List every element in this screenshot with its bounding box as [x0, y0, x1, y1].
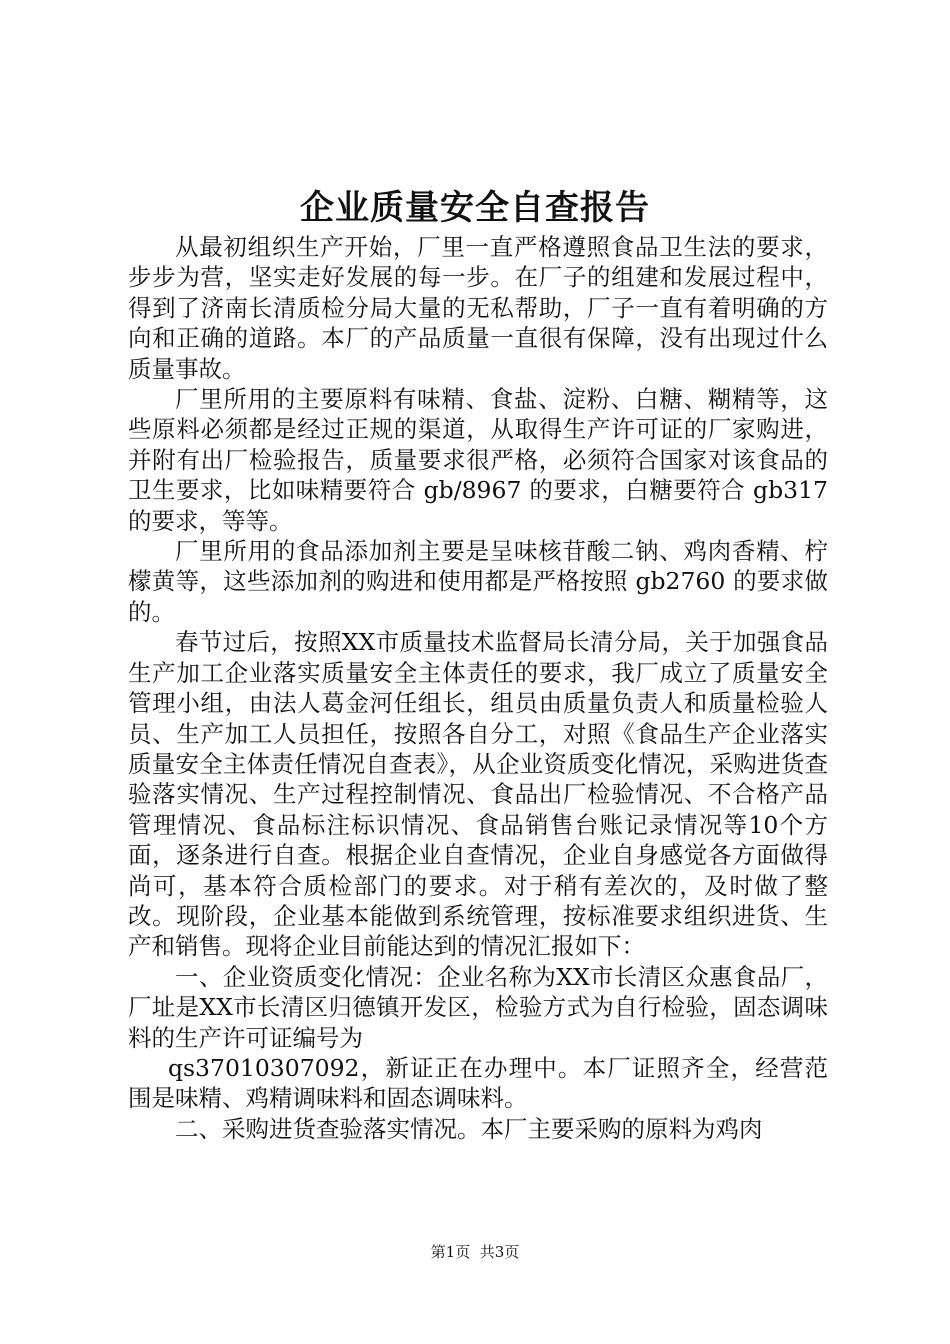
- paragraph-self-inspection: 春节过后，按照XX市质量技术监督局长清分局，关于加强食品生产加工企业落实质量安全主体责任的要求，我厂成立了质量安全管理小组，由法人葛金河任组长，组员由质量负责人和质量检验人员、生产加工人员担任，按照各自分工，对照《食品生产企业落实质量安全主体责任情况自查表》，从企业资质变化情况，采购进货查验落实情况、生产过程控制情况、食品出厂检验情况、不合格产品管理情况、食品标注标识情况、食品销售台账记录情况等10个方面，逐条进行自查。根据企业自查情况，企业自身感觉各方面做得尚可，基本符合质检部门的要求。对于稍有差次的，及时做了整改。现阶段，企业基本能做到系统管理，按标准要求组织进货、生产和销售。现将企业目前能达到的情况汇报如下：: [128, 628, 828, 961]
- paragraph-raw-materials: 厂里所用的主要原料有味精、食盐、淀粉、白糖、糊精等，这些原料必须都是经过正规的渠道，从取得生产许可证的厂家购进，并附有出厂检验报告，质量要求很严格，必须符合国家对该食品的卫生要求，比如味精要符合 gb/8967 的要求，白糖要符合 gb317 的要求，等等。: [128, 385, 828, 535]
- paragraph-additives: 厂里所用的食品添加剂主要是呈味核苷酸二钠、鸡肉香精、柠檬黄等，这些添加剂的购进和使用都是严格按照 gb2760 的要求做的。: [128, 537, 828, 626]
- document-title: 企业质量安全自查报告: [300, 188, 650, 228]
- page-total: 共3页: [479, 1243, 520, 1261]
- page-footer: [0, 1242, 950, 1262]
- paragraph-qualification: 一、企业资质变化情况：企业名称为XX市长清区众惠食品厂，厂址是XX市长清区归德镇开发区，检验方式为自行检验，固态调味料的生产许可证编号为: [128, 962, 828, 1052]
- paragraph-intro: 从最初组织生产开始，厂里一直严格遵照食品卫生法的要求，步步为营，坚实走好发展的每一步。在厂子的组建和发展过程中，得到了济南长清质检分局大量的无私帮助，厂子一直有着明确的方向和正确的道路。本厂的产品质量一直很有保障，没有出现过什么质量事故。: [128, 233, 828, 383]
- document-body: [128, 232, 828, 1144]
- paragraph-license-continued: qs37010307092，新证正在办理中。本厂证照齐全，经营范围是味精、鸡精调味料和固态调味料。: [128, 1053, 828, 1113]
- page-number: 第1页: [430, 1243, 471, 1261]
- paragraph-procurement: 二、采购进货查验落实情况。本厂主要采购的原料为鸡肉: [175, 1114, 763, 1143]
